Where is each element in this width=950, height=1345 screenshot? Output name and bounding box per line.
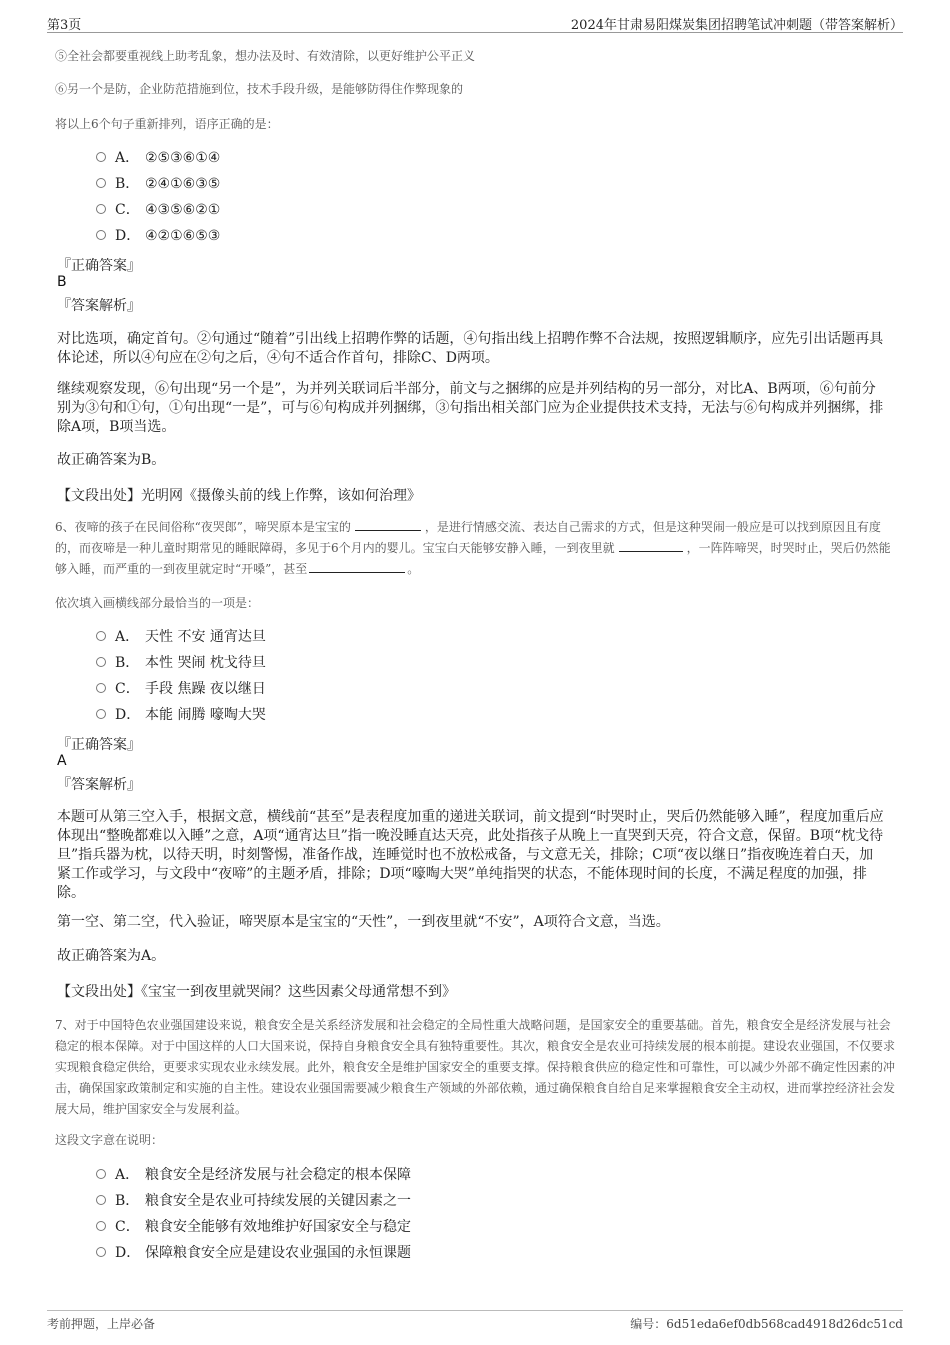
q5-prompt: 将以上6个句子重新排列，语序正确的是： bbox=[55, 117, 279, 131]
footer-slogan: 考前押题，上岸必备 bbox=[47, 1317, 156, 1331]
radio-icon[interactable] bbox=[96, 1195, 106, 1205]
q6-analysis-paragraph-1: 本题可从第三空入手，根据文意，横线前“甚至”是表程度加重的递进关联词，前文提到“时哭时止，哭后仍然能够入睡”，程度加重后应体现出“整晚都难以入睡”之意，A项“通宵达旦”指一晚没睡直达天亮，此处指孩子从晚上一直哭到天亮，符合文意，保留。B项“枕戈待旦”指兵器为枕，以待天明，时刻警惕，准备作战，连睡觉时也不放松戒备，与文意无关，排除；C项“夜以继日”指夜晚连着白天，加紧工作或学习，与文段中“夜啼”的主题矛盾，排除；D项“嚎啕大哭”单纯指哭的状态，不能体现时间的长度，不满足程度的加强，排除。 bbox=[57, 809, 884, 901]
document-title: 2024年甘肃易阳煤炭集团招聘笔试冲刺题（带答案解析） bbox=[570, 18, 903, 33]
q6-option-d[interactable]: D． 本能 闹腾 嚎啕大哭 bbox=[96, 705, 266, 725]
q5-analysis-paragraph-1: 对比选项，确定首句。②句通过“随着”引出线上招聘作弊的话题，④句指出线上招聘作弊不合法规，按照逻辑顺序，应先引出话题再具体论述，所以④句应在②句之后，④句不适合作首句，排除C、D两项。 bbox=[57, 331, 884, 366]
q5-option-c[interactable]: C． ④③⑤⑥②① bbox=[96, 200, 220, 220]
q5-analysis-label: 『答案解析』 bbox=[57, 298, 141, 314]
q5-answer-label: 『正确答案』 bbox=[57, 258, 141, 274]
q5-option-b[interactable]: B． ②④①⑥③⑤ bbox=[96, 174, 220, 194]
q6-answer: A bbox=[57, 753, 67, 769]
radio-icon[interactable] bbox=[96, 1247, 106, 1257]
q5-analysis-conclusion: 故正确答案为B。 bbox=[57, 452, 166, 468]
q6-prompt: 依次填入画横线部分最恰当的一项是： bbox=[55, 596, 260, 610]
blank-1 bbox=[355, 518, 421, 531]
page-number: 第3页 bbox=[47, 18, 82, 33]
q7-option-d[interactable]: D． 保障粮食安全应是建设农业强国的永恒课题 bbox=[96, 1243, 411, 1263]
q7-option-a[interactable]: A． 粮食安全是经济发展与社会稳定的根本保障 bbox=[96, 1165, 411, 1185]
page-header bbox=[47, 12, 903, 33]
q7-stem: 7、对于中国特色农业强国建设来说，粮食安全是关系经济发展和社会稳定的全局性重大战略问题，是国家安全的重要基础。首先，粮食安全是经济发展与社会稳定的根本保障。对于中国这样的人口大国来说，保持自身粮食安全具有独特重要性。其次，粮食安全是农业可持续发展的根本前提。建设农业强国，不仅要求实现粮食稳定供给，更要求实现农业永续发展。此外，粮食安全是维护国家安全的重要支撑。保持粮食供应的稳定性和可靠性，可以减少外部不确定性因素的冲击，确保国家政策制定和实施的自主性。建设农业强国需要减少粮食生产领域的外部依赖，通过确保粮食自给自足来掌握粮食安全主动权，进而掌控经济社会发展大局，维护国家安全与发展利益。 bbox=[55, 1018, 896, 1116]
q7-option-c[interactable]: C． 粮食安全能够有效地维护好国家安全与稳定 bbox=[96, 1217, 411, 1237]
q5-answer: B bbox=[57, 274, 67, 290]
blank-3 bbox=[309, 560, 405, 573]
q5-option-d[interactable]: D． ④②①⑥⑤③ bbox=[96, 226, 220, 246]
q6-answer-label: 『正确答案』 bbox=[57, 737, 141, 753]
radio-icon[interactable] bbox=[96, 178, 106, 188]
q6-source: 【文段出处】《宝宝一到夜里就哭闹？这些因素父母通常想不到》 bbox=[57, 984, 456, 1000]
q6-analysis-paragraph-2: 第一空、第二空，代入验证，啼哭原本是宝宝的“天性”，一到夜里就“不安”，A项符合文意，当选。 bbox=[57, 914, 670, 930]
q6-option-a[interactable]: A． 天性 不安 通宵达旦 bbox=[96, 627, 266, 647]
q5-source: 【文段出处】光明网《摄像头前的线上作弊，该如何治理》 bbox=[57, 488, 421, 504]
q6-analysis-label: 『答案解析』 bbox=[57, 777, 141, 793]
radio-icon[interactable] bbox=[96, 1221, 106, 1231]
q7-option-b[interactable]: B． 粮食安全是农业可持续发展的关键因素之一 bbox=[96, 1191, 411, 1211]
radio-icon[interactable] bbox=[96, 657, 106, 667]
q5-sentence-5: ⑤全社会都要重视线上助考乱象，想办法及时、有效清除，以更好维护公平正义 bbox=[55, 49, 476, 63]
q6-stem: 6、夜啼的孩子在民间俗称“夜哭郎”，啼哭原本是宝宝的 ，是进行情感交流、表达自己需求的方式，但是这种哭闹一般应是可以找到原因且有度的，而夜啼是一种儿童时期常见的睡眠障碍，多见于6个月内的婴儿。宝宝白天能够安静入睡，一到夜里就 ，一阵阵啼哭，时哭时止，哭后仍然能够入睡，而严重的一到夜里就定时“开嗓”，甚至 。 bbox=[55, 520, 891, 576]
q6-option-c[interactable]: C． 手段 焦躁 夜以继日 bbox=[96, 679, 266, 699]
q5-sentence-6: ⑥另一个是防，企业防范措施到位，技术手段升级，是能够防得住作弊现象的 bbox=[55, 82, 464, 96]
radio-icon[interactable] bbox=[96, 709, 106, 719]
q6-option-b[interactable]: B． 本性 哭闹 枕戈待旦 bbox=[96, 653, 266, 673]
radio-icon[interactable] bbox=[96, 1169, 106, 1179]
radio-icon[interactable] bbox=[96, 230, 106, 240]
document-id: 编号：6d51eda6ef0db568cad4918d26dc51cd bbox=[630, 1317, 903, 1331]
radio-icon[interactable] bbox=[96, 204, 106, 214]
radio-icon[interactable] bbox=[96, 631, 106, 641]
q6-analysis-conclusion: 故正确答案为A。 bbox=[57, 948, 166, 964]
q5-option-a[interactable]: A． ②⑤③⑥①④ bbox=[96, 148, 220, 168]
page-footer bbox=[47, 1310, 903, 1335]
q7-prompt: 这段文字意在说明： bbox=[55, 1133, 164, 1147]
blank-2 bbox=[619, 539, 683, 552]
radio-icon[interactable] bbox=[96, 152, 106, 162]
q5-analysis-paragraph-2: 继续观察发现，⑥句出现“另一个是”，为并列关联词后半部分，前文与之捆绑的应是并列结构的另一部分，对比A、B两项，⑥句前分别为③句和①句，①句出现“一是”，可与⑥句构成并列捆绑，③句指出相关部门应为企业提供技术支持，无法与⑥句构成并列捆绑，排除A项，B项当选。 bbox=[57, 381, 884, 435]
radio-icon[interactable] bbox=[96, 683, 106, 693]
